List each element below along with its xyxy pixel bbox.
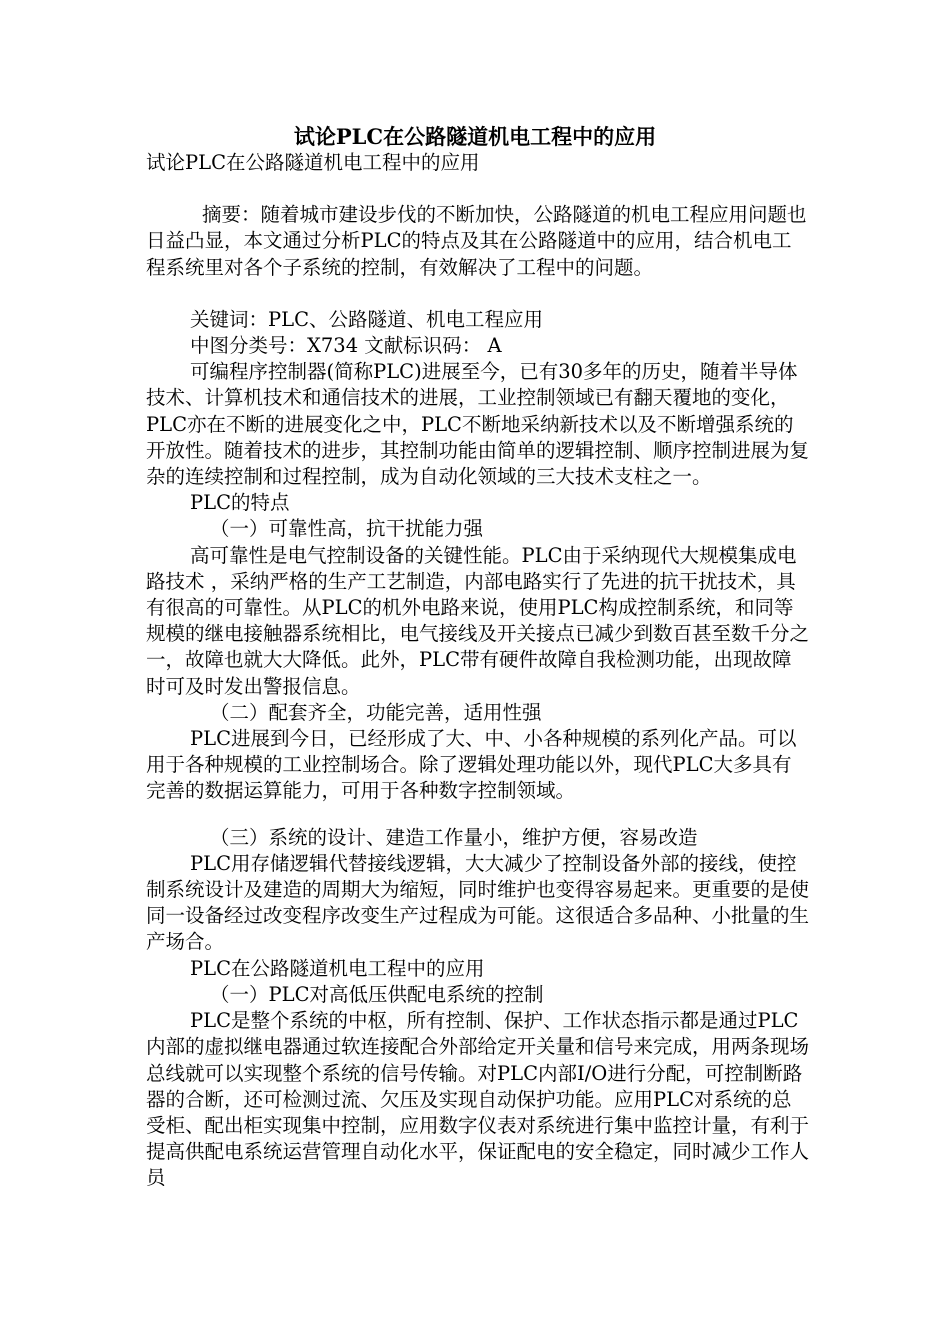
spacer <box>146 281 810 307</box>
document-subtitle: 试论PLC在公路隧道机电工程中的应用 <box>146 151 480 174</box>
body-paragraph: PLC进展到今日，已经形成了大、中、小各种规模的系列化产品。可以用于各种规模的工业控制场合。除了逻辑处理功能以外，现代PLC大多具有完善的数据运算能力，可用于各种数字控制领域。 <box>146 727 797 803</box>
document-body <box>146 150 810 1192</box>
body-paragraph: PLC是整个系统的中枢，所有控制、保护、工作状态指示都是通过PLC内部的虚拟继电器通过软连接配合外部给定开关量和信号来完成，用两条现场总线就可以实现整个系统的信号传输。对PLC内部I/O进行分配，可控制断路器的合断，还可检测过流、欠压及实现自动保护功能。应用PLC对系统的总受柜、配出柜实现集中控制，应用数字仪表对系统进行集中监控计量，有利于提高供配电系统运营管理自动化水平，保证配电的安全稳定，同时减少工作人员 <box>146 1009 810 1190</box>
subsection-heading: （一）PLC对高低压供配电系统的控制 <box>210 982 544 1006</box>
subsection-heading: （一）可靠性高，抗干扰能力强 <box>210 517 484 541</box>
keywords-line: 关键词：PLC、公路隧道、机电工程应用 <box>190 307 543 331</box>
classification-line: 中图分类号：X734 文献标识码： A <box>190 334 502 358</box>
spacer <box>146 805 810 825</box>
intro-paragraph: 可编程序控制器(简称PLC)进展至今，已有30多年的历史，随着半导体技术、计算机技术和通信技术的进展，工业控制领域已有翻天覆地的变化，PLC亦在不断的进展变化之中，PLC不断地采纳新技术以及不断增强系统的开放性。随着技术的进步，其控制功能由简单的逻辑控制、顺序控制进展为复杂的连续控制和过程控制，成为自动化领域的三大技术支柱之一。 <box>146 360 810 489</box>
spacer <box>146 176 810 202</box>
section-heading: PLC在公路隧道机电工程中的应用 <box>190 956 485 980</box>
subsection-heading: （三）系统的设计、建造工作量小，维护方便，容易改造 <box>210 825 698 849</box>
document-title: 试论PLC在公路隧道机电工程中的应用 <box>293 124 657 149</box>
body-paragraph: 高可靠性是电气控制设备的关键性能。PLC由于采纳现代大规模集成电路技术 ，采纳严格的生产工艺制造，内部电路实行了先进的抗干扰技术，具有很高的可靠性。从PLC的机外电路来说，使用PLC构成控制系统，和同等规模的继电接触器系统相比，电气接线及开关接点已减少到数百甚至数千分之一，故障也就大大降低。此外，PLC带有硬件故障自我检测功能，出现故障时可及时发出警报信息。 <box>146 543 810 698</box>
body-paragraph: PLC用存储逻辑代替接线逻辑，大大减少了控制设备外部的接线，使控制系统设计及建造的周期大为缩短，同时维护也变得容易起来。更重要的是使同一设备经过改变程序改变生产过程成为可能。这很适合多品种、小批量的生产场合。 <box>146 851 810 954</box>
section-heading: PLC的特点 <box>190 491 290 515</box>
abstract-paragraph: 摘要：随着城市建设步伐的不断加快，公路隧道的机电工程应用问题也日益凸显，本文通过分析PLC的特点及其在公路隧道中的应用，结合机电工程系统里对各个子系统的控制，有效解决了工程中的问题。 <box>146 203 807 279</box>
subsection-heading: （二）配套齐全，功能完善，适用性强 <box>210 700 542 724</box>
